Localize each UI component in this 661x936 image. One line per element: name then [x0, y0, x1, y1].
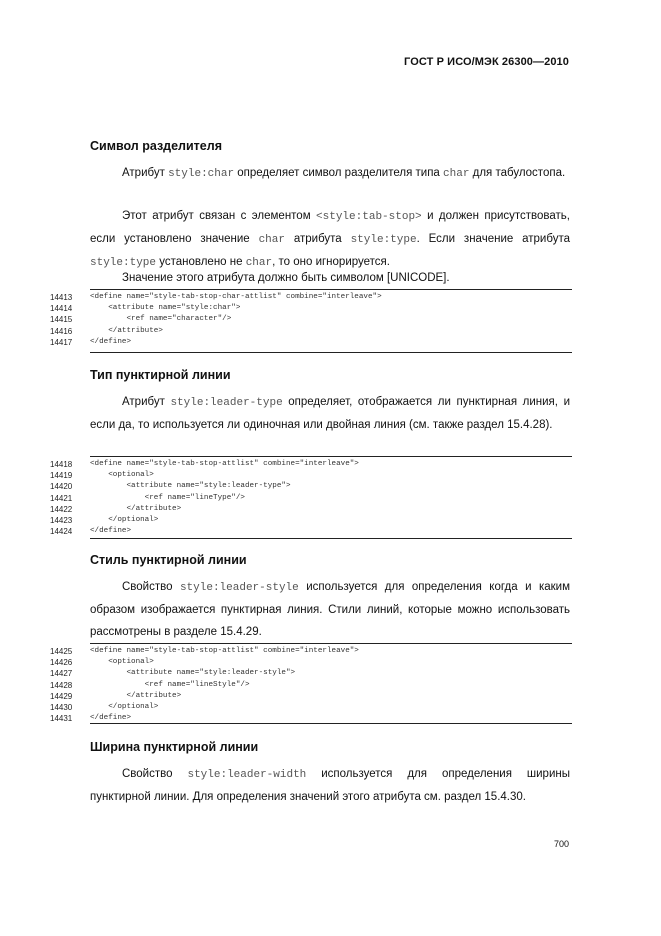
paragraph-leader-width: Свойство style:leader-width используется для определения ширины пунктирной линии. Для определения значений этого атрибута см. раздел 15.4.30. — [90, 768, 570, 803]
code-line-text: <ref name="character"/> — [90, 315, 232, 324]
code-block-3 — [50, 643, 572, 725]
section-heading-leader-style: Стиль пунктирной линии — [90, 553, 247, 567]
paragraph-leader-style: Свойство style:leader-style используется для определения когда и каким образом изображается пунктирная линия. Стили линий, которые можно использовать рассмотрены в разделе 15.4.29. — [90, 581, 570, 638]
code-line-number: 14427 — [50, 669, 73, 679]
code-line-text: <attribute name="style:char"> — [90, 304, 241, 313]
code-line-text: </optional> — [90, 703, 159, 711]
paragraph-leader-type: Атрибут style:leader-type определяет, отображается ли пунктирная линия, и если да, то используется ли одиночная или двойная линия (см. также раздел 15.4.28). — [90, 396, 570, 431]
code-line-number: 14415 — [50, 315, 73, 325]
code-line-text: </define> — [90, 527, 132, 536]
code-line-number: 14428 — [50, 680, 73, 690]
code-line-number: 14430 — [50, 703, 73, 712]
code-line-number: 14422 — [50, 504, 73, 514]
page-number: 700 — [553, 839, 569, 849]
code-line-number: 14420 — [50, 482, 73, 492]
code-line-number: 14421 — [50, 493, 73, 503]
code-line-text: </attribute> — [90, 326, 163, 335]
code-line-text: <optional> — [90, 658, 154, 667]
code-line-number: 14418 — [50, 460, 73, 469]
code-line-text: <define name="style-tab-stop-attlist" combine="interleave"> — [90, 460, 359, 468]
code-block-2 — [50, 456, 572, 540]
code-line-text: </attribute> — [90, 504, 182, 513]
paragraph-separator-char-2: Этот атрибут связан с элементом <style:tab-stop> и должен присутствовать, если установлено значение char атрибута style:type. Если значение атрибута style:type установлено не char, то оно игнорируется. — [90, 210, 570, 269]
section-heading-separator-char: Символ разделителя — [90, 139, 222, 153]
code-line-text: <define name="style-tab-stop-char-attlist" combine="interleave"> — [90, 293, 382, 301]
code-line-text: </optional> — [90, 516, 159, 524]
code-line-text: </define> — [90, 337, 132, 346]
paragraph-separator-char-1: Атрибут style:char определяет символ разделителя типа char для табулостопа. — [122, 167, 566, 180]
code-line-number: 14417 — [50, 337, 73, 347]
code-line-text: <ref name="lineStyle"/> — [90, 680, 250, 689]
code-line-number: 14413 — [50, 293, 73, 302]
section-heading-leader-width: Ширина пунктирной линии — [90, 740, 259, 754]
code-line-text: <define name="style-tab-stop-attlist" combine="interleave"> — [90, 647, 359, 655]
code-line-text: <ref name="lineType"/> — [90, 493, 245, 502]
code-block-1 — [50, 289, 572, 355]
code-line-number: 14414 — [50, 304, 73, 314]
code-line-number: 14423 — [50, 516, 73, 525]
code-line-text: <attribute name="style:leader-style"> — [90, 669, 296, 678]
code-line-number: 14426 — [50, 658, 73, 668]
code-line-number: 14425 — [50, 647, 73, 656]
code-line-text: <optional> — [90, 471, 154, 480]
code-line-number: 14429 — [50, 691, 73, 701]
code-line-number: 14424 — [50, 527, 73, 537]
code-line-text: </define> — [90, 714, 132, 723]
code-line-text: <attribute name="style:leader-type"> — [90, 482, 291, 491]
section-heading-leader-type: Тип пунктирной линии — [90, 368, 231, 382]
document-header: ГОСТ Р ИСО/МЭК 26300—2010 — [404, 56, 569, 68]
paragraph-separator-char-3: Значение этого атрибута должно быть символом [UNICODE]. — [122, 272, 450, 284]
code-line-number: 14419 — [50, 471, 73, 481]
code-line-number: 14431 — [50, 714, 73, 724]
code-line-text: </attribute> — [90, 691, 182, 700]
code-line-number: 14416 — [50, 326, 73, 336]
